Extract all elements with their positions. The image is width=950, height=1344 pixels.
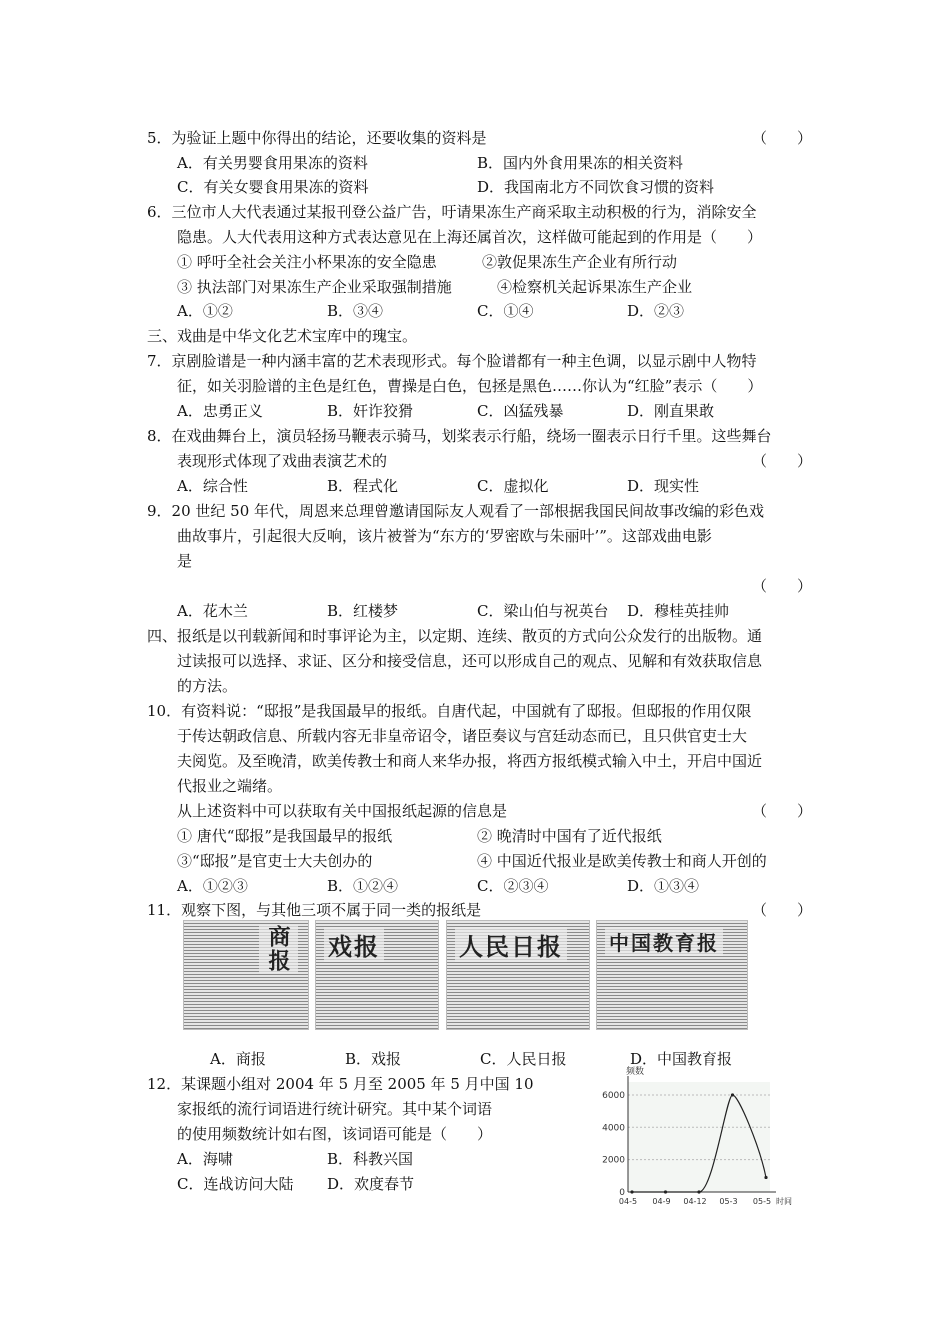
q8-option-d: D．现实性 — [627, 477, 700, 495]
newspaper-masthead: 中国教育报 — [605, 927, 723, 956]
x-tick-label: 05-5 — [752, 1197, 772, 1206]
x-tick-label: 04-9 — [652, 1197, 671, 1206]
q9-stem-line2: 曲故事片，引起很大反响，该片被誉为“东方的‘罗密欧与朱丽叶’”。这部戏曲电影 — [177, 527, 712, 545]
q6-stem-line2: 隐患。人大代表用这种方式表达意见在上海还属首次，这样做可能起到的作用是（ ） — [177, 228, 763, 246]
q10-option-b: B．①②④ — [327, 877, 399, 895]
q9-stem-line3: 是 — [177, 552, 193, 570]
q8-option-b: B．程式化 — [327, 477, 399, 495]
q11-option-d: D．中国教育报 — [630, 1050, 733, 1068]
q9-option-c: C．梁山伯与祝英台 — [477, 602, 609, 620]
q7-option-c: C．凶猛残暴 — [477, 402, 564, 420]
q9-option-b: B．红楼梦 — [327, 602, 399, 620]
q6-option-d: D．②③ — [627, 302, 685, 320]
newspaper-image-zhongguo-jiaoyubao — [596, 920, 748, 1030]
data-point — [764, 1176, 767, 1179]
q6-stem-line1: 6．三位市人大代表通过某报刊登公益广告，吁请果冻生产商采取主动积极的行为，消除安全 — [147, 203, 757, 221]
q8-stem-line2: 表现形式体现了戏曲表演艺术的 — [177, 452, 388, 470]
q7-option-d: D．刚直果敢 — [627, 402, 715, 420]
q6-statement-2: ②敦促果冻生产企业有所行动 — [482, 253, 678, 271]
q11-option-a: A．商报 — [210, 1050, 266, 1068]
q5-stem: 5．为验证上题中你得出的结论，还要收集的资料是 — [147, 129, 487, 147]
newspaper-masthead: 戏报 — [324, 927, 384, 962]
section-4-line1: 四、报纸是以刊载新闻和时事评论为主，以定期、连续、散页的方式向公众发行的出版物。通 — [147, 627, 763, 645]
data-point — [664, 1190, 667, 1193]
q9-answer-blank: （ ） — [752, 577, 813, 595]
q5-option-b: B．国内外食用果冻的相关资料 — [477, 154, 684, 172]
q12-option-b: B．科教兴国 — [327, 1150, 414, 1168]
word-frequency-chart — [598, 1066, 794, 1212]
q6-option-c: C．①④ — [477, 302, 534, 320]
data-point — [731, 1093, 734, 1096]
q8-stem-line1: 8．在戏曲舞台上，演员轻扬马鞭表示骑马，划桨表示行船，绕场一圈表示日行千里。这些舞台 — [147, 427, 772, 445]
q12-stem-line3: 的使用频数统计如右图，该词语可能是（ ） — [177, 1125, 493, 1143]
word-frequency-chart-svg — [598, 1066, 794, 1212]
x-tick-label: 04-5 — [618, 1197, 638, 1206]
q6-statement-3: ③ 执法部门对果冻生产企业采取强制措施 — [177, 278, 452, 296]
y-axis-label: 频数 — [626, 1067, 645, 1077]
q5-option-d: D．我国南北方不同饮食习惯的资料 — [477, 178, 715, 196]
y-tick-label: 2000 — [602, 1155, 625, 1166]
q7-stem-line1: 7．京剧脸谱是一种内涵丰富的艺术表现形式。每个脸谱都有一种主色调，以显示剧中人物特 — [147, 352, 757, 370]
q10-statement-1: ① 唐代“邸报”是我国最早的报纸 — [177, 827, 393, 845]
q6-statement-4: ④检察机关起诉果冻生产企业 — [497, 278, 693, 296]
q10-question: 从上述资料中可以获取有关中国报纸起源的信息是 — [177, 802, 508, 820]
newspaper-masthead: 商报 — [259, 925, 298, 973]
q5-option-a: A．有关男婴食用果冻的资料 — [177, 154, 368, 172]
q10-option-d: D．①③④ — [627, 877, 700, 895]
q10-statement-4: ④ 中国近代报业是欧美传教士和商人开创的 — [477, 852, 767, 870]
q12-option-a: A．海啸 — [177, 1150, 233, 1168]
q9-option-d: D．穆桂英挂帅 — [627, 602, 730, 620]
section-4-line2: 过读报可以选择、求证、区分和接受信息，还可以形成自己的观点、见解和有效获取信息 — [177, 652, 763, 670]
q8-option-a: A．综合性 — [177, 477, 248, 495]
q7-option-a: A．忠勇正义 — [177, 402, 263, 420]
section-3-heading: 三、戏曲是中华文化艺术宝库中的瑰宝。 — [147, 327, 418, 345]
q7-stem-line2: 征，如关羽脸谱的主色是红色，曹操是白色，包拯是黑色……你认为“红脸”表示（ ） — [177, 377, 763, 395]
data-point — [697, 1190, 700, 1193]
x-tick-label: 04-12 — [683, 1197, 707, 1206]
q6-statement-1: ① 呼吁全社会关注小杯果冻的安全隐患 — [177, 253, 437, 271]
q9-option-a: A．花木兰 — [177, 602, 248, 620]
q12-stem-line2: 家报纸的流行词语进行统计研究。其中某个词语 — [177, 1100, 493, 1118]
section-4-line3: 的方法。 — [177, 677, 238, 695]
q12-option-d: D．欢度春节 — [327, 1175, 415, 1193]
newspaper-image-renmin-ribao — [446, 920, 590, 1030]
q8-option-c: C．虚拟化 — [477, 477, 549, 495]
x-tick-label: 05-3 — [719, 1197, 738, 1206]
q10-statement-3: ③“邸报”是官吏士大夫创办的 — [177, 852, 373, 870]
q8-answer-blank: （ ） — [752, 452, 813, 470]
q6-option-b: B．③④ — [327, 302, 384, 320]
q10-stem-line3: 夫阅览。及至晚清，欧美传教士和商人来华办报，将西方报纸模式输入中土，开启中国近 — [177, 752, 763, 770]
q10-answer-blank: （ ） — [752, 802, 813, 820]
q10-stem-line2: 于传达朝政信息、所载内容无非皇帝诏令，诸臣奏议与宫廷动态而已，且只供官吏士大 — [177, 727, 748, 745]
q11-stem: 11．观察下图，与其他三项不属于同一类的报纸是 — [147, 901, 482, 919]
q10-option-c: C．②③④ — [477, 877, 549, 895]
q10-option-a: A．①②③ — [177, 877, 248, 895]
plot-area — [628, 1082, 770, 1192]
y-tick-label: 6000 — [602, 1090, 625, 1101]
q11-answer-blank: （ ） — [752, 901, 813, 919]
y-tick-label: 4000 — [602, 1123, 625, 1134]
data-point — [630, 1190, 633, 1193]
q10-stem-line4: 代报业之端绪。 — [177, 777, 283, 795]
y-tick-label: 0 — [619, 1188, 625, 1198]
q11-option-b: B．戏报 — [345, 1050, 402, 1068]
q5-option-c: C．有关女婴食用果冻的资料 — [177, 178, 369, 196]
q10-stem-line1: 10．有资料说：“邸报”是我国最早的报纸。自唐代起，中国就有了邸报。但邸报的作用仅限 — [147, 702, 752, 720]
newspaper-image-xibao — [315, 920, 439, 1030]
q12-stem-line1: 12．某课题小组对 2004 年 5 月至 2005 年 5 月中国 10 — [147, 1075, 534, 1093]
q9-stem-line1: 9．20 世纪 50 年代，周恩来总理曾邀请国际友人观看了一部根据我国民间故事改编的彩色戏 — [147, 502, 765, 520]
q11-option-c: C．人民日报 — [480, 1050, 567, 1068]
q5-answer-blank: （ ） — [752, 129, 813, 147]
q7-option-b: B．奸诈狡猾 — [327, 402, 414, 420]
q6-option-a: A．①② — [177, 302, 233, 320]
q10-statement-2: ② 晚清时中国有了近代报纸 — [477, 827, 662, 845]
x-axis-label: 时间 — [776, 1197, 792, 1206]
newspaper-image-shangbao — [183, 920, 309, 1030]
q12-option-c: C．连战访问大陆 — [177, 1175, 294, 1193]
newspaper-masthead: 人民日报 — [455, 927, 567, 962]
